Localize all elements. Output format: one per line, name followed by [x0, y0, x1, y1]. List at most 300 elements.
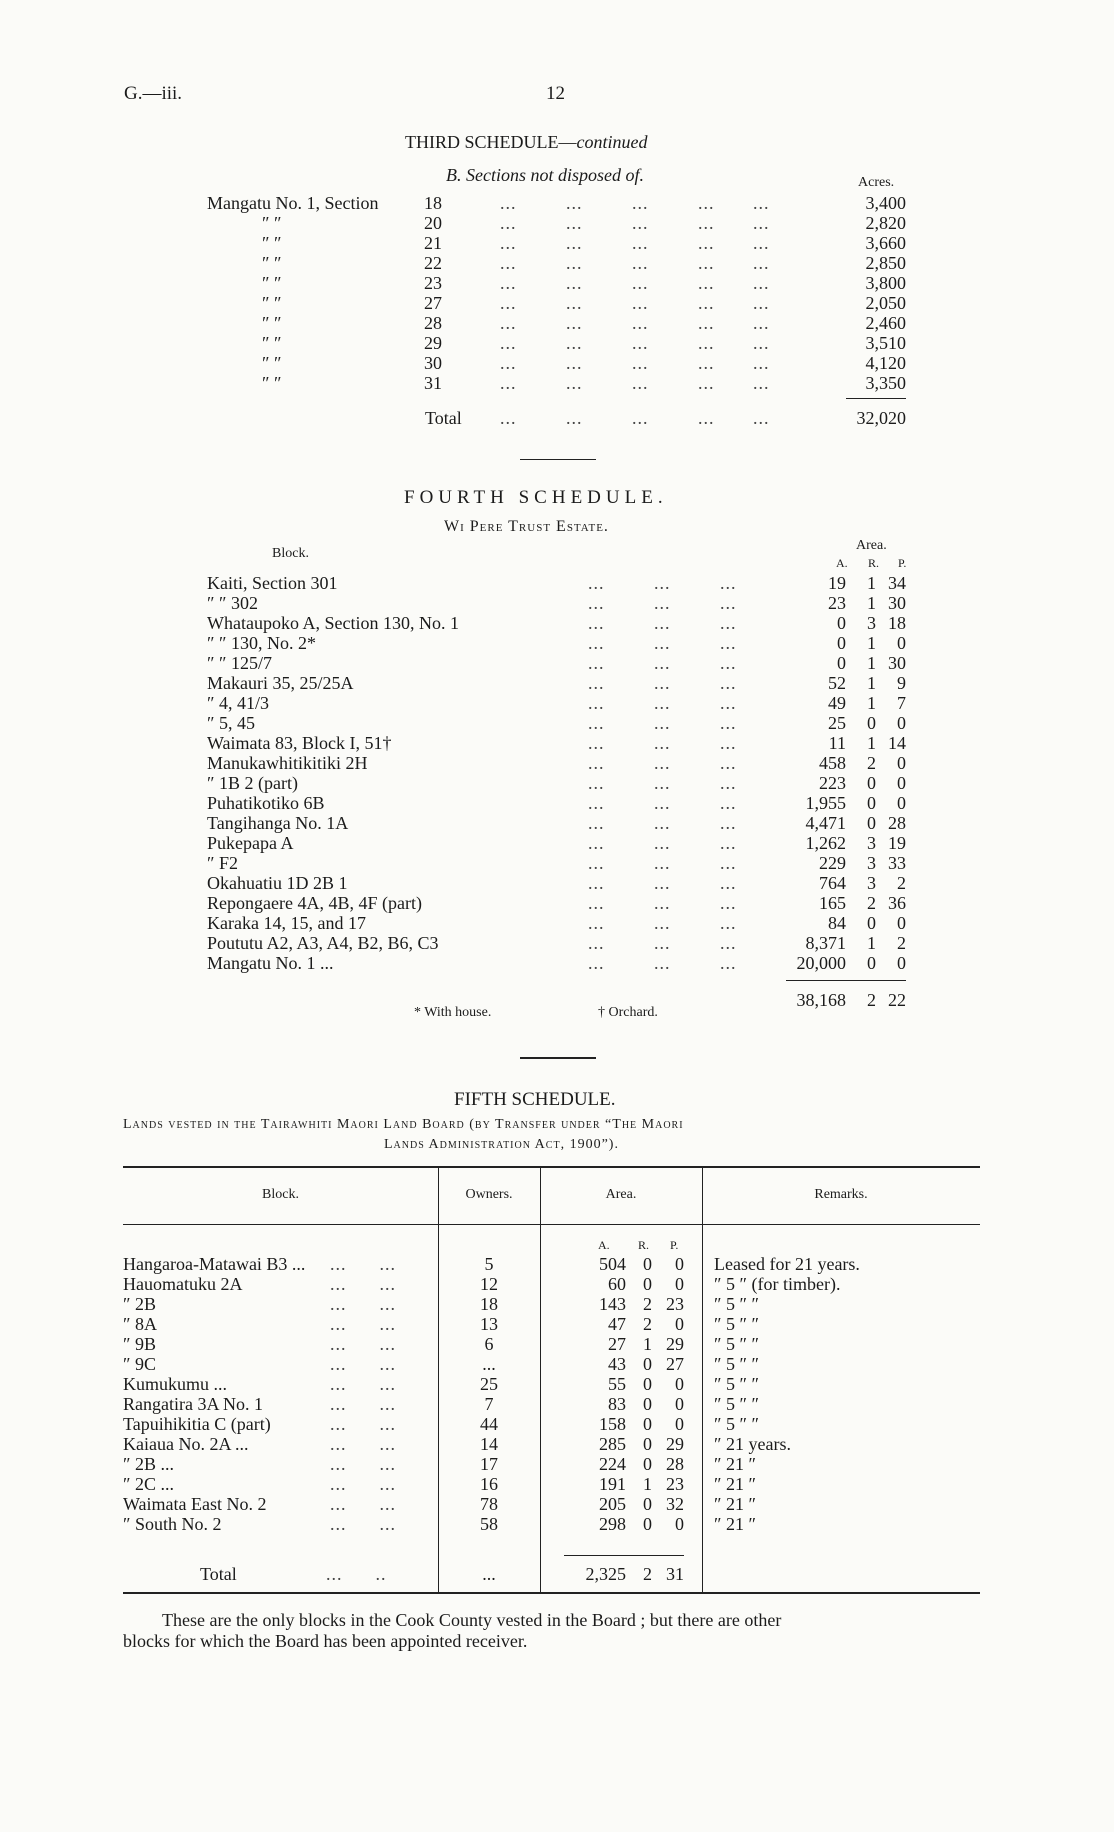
third-schedule-row — [0, 353, 1114, 373]
fifth-row-owners: 58 — [480, 1514, 498, 1534]
page-number: 12 — [546, 83, 565, 104]
fourth-row-leader: ... ... ... — [588, 573, 737, 593]
fifth-row-perches: 23 — [666, 1474, 684, 1494]
fifth-row-remarks: ″ 21 ″ — [714, 1474, 756, 1494]
third-row-section: 27 — [424, 293, 442, 313]
fourth-row-block: Whataupoko A, Section 130, No. 1 — [207, 613, 459, 633]
fifth-row-owners: 12 — [480, 1274, 498, 1294]
fifth-total-roods: 2 — [643, 1564, 652, 1584]
fourth-row-leader: ... ... ... — [588, 653, 737, 673]
fourth-row-leader: ... ... ... — [588, 593, 737, 613]
fifth-row-roods: 0 — [643, 1254, 652, 1274]
fourth-row-acres: 0 — [837, 653, 846, 673]
fourth-row-roods: 1 — [867, 733, 876, 753]
fourth-row-block: ″ ″ 302 — [207, 593, 258, 613]
fifth-row-leader: ... ... — [330, 1394, 396, 1414]
third-row-leader: ... ... ... ... ... — [500, 213, 770, 233]
third-row-leader: ... ... ... ... ... — [500, 193, 770, 213]
fifth-row-acres: 191 — [599, 1474, 626, 1494]
third-schedule-row — [0, 293, 1114, 313]
fifth-row-perches: 28 — [666, 1454, 684, 1474]
fourth-row-leader: ... ... ... — [588, 873, 737, 893]
fifth-row-roods: 0 — [643, 1394, 652, 1414]
fifth-block-header: Block. — [262, 1187, 299, 1202]
fourth-row-block: Makauri 35, 25/25A — [207, 673, 354, 693]
fifth-table-row — [0, 1314, 1114, 1334]
fifth-owners-header: Owners. — [465, 1187, 513, 1202]
third-row-name: ″ ″ — [262, 233, 282, 253]
third-row-section: 18 — [424, 193, 442, 213]
fifth-row-roods: 1 — [643, 1334, 652, 1354]
fourth-row-perches: 0 — [897, 633, 906, 653]
fourth-row-block: ″ 1B 2 (part) — [207, 773, 298, 793]
third-schedule-row — [0, 373, 1114, 393]
third-row-name: ″ ″ — [262, 353, 282, 373]
fourth-row-perches: 9 — [897, 673, 906, 693]
fourth-row-block: Kaiti, Section 301 — [207, 573, 338, 593]
fifth-row-remarks: ″ 5 ″ ″ — [714, 1354, 759, 1374]
fourth-row-roods: 1 — [867, 593, 876, 613]
fifth-row-owners: 44 — [480, 1414, 498, 1434]
fourth-row-perches: 28 — [888, 813, 906, 833]
fourth-row-block: ″ ″ 130, No. 2* — [207, 633, 316, 653]
closing-note-line1: These are the only blocks in the Cook County vested in the Board ; but there are other — [162, 1610, 782, 1630]
fifth-row-remarks: ″ 5 ″ ″ — [714, 1334, 759, 1354]
fifth-row-acres: 205 — [599, 1494, 626, 1514]
fourth-row-acres: 49 — [828, 693, 846, 713]
document-reference: G.—iii. — [124, 83, 183, 104]
fourth-row-roods: 3 — [867, 853, 876, 873]
fourth-row-perches: 14 — [888, 733, 906, 753]
fifth-row-owners: 18 — [480, 1294, 498, 1314]
fifth-row-leader: ... ... — [330, 1314, 396, 1334]
fifth-row-owners: 5 — [484, 1254, 494, 1274]
fifth-row-block: Hangaroa-Matawai B3 ... — [123, 1254, 306, 1274]
fifth-table-row — [0, 1394, 1114, 1414]
section-divider — [520, 1057, 596, 1059]
fifth-row-remarks: ″ 21 ″ — [714, 1514, 756, 1534]
fifth-row-block: Kumukumu ... — [123, 1374, 228, 1394]
third-row-name: ″ ″ — [262, 293, 282, 313]
fourth-row-leader: ... ... ... — [588, 733, 737, 753]
third-row-name: ″ ″ — [262, 253, 282, 273]
third-row-acres: 2,050 — [865, 293, 906, 313]
fifth-perches-col: P. — [670, 1238, 679, 1252]
third-row-acres: 2,850 — [865, 253, 906, 273]
third-row-section: 23 — [424, 273, 442, 293]
fourth-row-perches: 19 — [888, 833, 906, 853]
fifth-row-perches: 0 — [675, 1254, 684, 1274]
fourth-row-perches: 0 — [897, 713, 906, 733]
fifth-row-acres: 224 — [599, 1454, 626, 1474]
fourth-row-roods: 2 — [867, 893, 876, 913]
fifth-row-perches: 0 — [675, 1514, 684, 1534]
fifth-row-block: ″ 8A — [123, 1314, 157, 1334]
fifth-row-remarks: ″ 5 ″ (for timber). — [714, 1274, 841, 1294]
fourth-row-acres: 8,371 — [805, 933, 846, 953]
fifth-total-leader: ... .. — [326, 1564, 387, 1584]
fourth-row-perches: 30 — [888, 653, 906, 673]
third-row-section: 21 — [424, 233, 442, 253]
fifth-row-remarks: Leased for 21 years. — [714, 1254, 860, 1274]
fourth-schedule-row — [0, 813, 1114, 833]
fourth-row-roods: 1 — [867, 933, 876, 953]
fourth-row-roods: 0 — [867, 813, 876, 833]
fifth-schedule-title: FIFTH SCHEDULE. — [454, 1089, 616, 1110]
fourth-row-acres: 52 — [828, 673, 846, 693]
fifth-table-header-rule — [123, 1224, 980, 1225]
fourth-row-leader: ... ... ... — [588, 833, 737, 853]
fourth-row-roods: 0 — [867, 713, 876, 733]
fifth-table-row — [0, 1434, 1114, 1454]
fifth-row-acres: 27 — [608, 1334, 626, 1354]
fifth-row-remarks: ″ 21 ″ — [714, 1494, 756, 1514]
fourth-total-acres: 38,168 — [796, 990, 846, 1010]
fourth-row-acres: 1,262 — [805, 833, 846, 853]
fourth-row-perches: 2 — [897, 873, 906, 893]
fifth-table-row — [0, 1414, 1114, 1434]
fourth-row-acres: 0 — [837, 633, 846, 653]
fourth-row-leader: ... ... ... — [588, 893, 737, 913]
third-row-section: 28 — [424, 313, 442, 333]
third-row-acres: 3,660 — [865, 233, 906, 253]
fourth-row-perches: 0 — [897, 953, 906, 973]
fourth-row-leader: ... ... ... — [588, 813, 737, 833]
third-row-name: ″ ″ — [262, 333, 282, 353]
third-row-acres: 3,510 — [865, 333, 906, 353]
fifth-row-acres: 60 — [608, 1274, 626, 1294]
fifth-row-perches: 32 — [666, 1494, 684, 1514]
fifth-row-perches: 29 — [666, 1434, 684, 1454]
third-row-acres: 4,120 — [865, 353, 906, 373]
fourth-row-block: Pukepapa A — [207, 833, 294, 853]
fourth-schedule-row — [0, 633, 1114, 653]
fourth-row-roods: 3 — [867, 873, 876, 893]
third-row-name: Mangatu No. 1, Section — [207, 193, 379, 213]
fourth-row-leader: ... ... ... — [588, 773, 737, 793]
fourth-row-block: Karaka 14, 15, and 17 — [207, 913, 366, 933]
footnote-orchard: † Orchard. — [598, 1005, 658, 1020]
fourth-row-acres: 23 — [828, 593, 846, 613]
fourth-row-perches: 30 — [888, 593, 906, 613]
fourth-row-acres: 229 — [819, 853, 846, 873]
fifth-table-row — [0, 1374, 1114, 1394]
fourth-schedule-row — [0, 753, 1114, 773]
third-row-leader: ... ... ... ... ... — [500, 333, 770, 353]
third-schedule-continued: continued — [576, 132, 648, 152]
fourth-row-block: ″ 4, 41/3 — [207, 693, 269, 713]
fourth-schedule-row — [0, 593, 1114, 613]
fifth-total-label: Total — [200, 1564, 237, 1584]
fourth-row-perches: 0 — [897, 793, 906, 813]
fourth-schedule-row — [0, 693, 1114, 713]
fifth-row-block: Waimata East No. 2 — [123, 1494, 267, 1514]
fourth-schedule-row — [0, 833, 1114, 853]
third-total-value: 32,020 — [856, 408, 906, 428]
fifth-row-acres: 43 — [608, 1354, 626, 1374]
fifth-row-leader: ... ... — [330, 1474, 396, 1494]
fifth-row-perches: 0 — [675, 1414, 684, 1434]
fourth-schedule-row — [0, 873, 1114, 893]
third-row-leader: ... ... ... ... ... — [500, 373, 770, 393]
fourth-row-roods: 1 — [867, 673, 876, 693]
fifth-roods-col: R. — [638, 1238, 650, 1252]
fifth-row-leader: ... ... — [330, 1414, 396, 1434]
third-row-leader: ... ... ... ... ... — [500, 273, 770, 293]
fourth-row-acres: 20,000 — [796, 953, 846, 973]
third-schedule-row — [0, 233, 1114, 253]
third-row-leader: ... ... ... ... ... — [500, 293, 770, 313]
fifth-row-owners: 6 — [484, 1334, 494, 1354]
fourth-row-block: Mangatu No. 1 ... — [207, 953, 334, 973]
fifth-table-row — [0, 1294, 1114, 1314]
fifth-row-perches: 0 — [675, 1394, 684, 1414]
fifth-row-leader: ... ... — [330, 1254, 396, 1274]
fourth-row-acres: 223 — [819, 773, 846, 793]
fifth-row-owners: 78 — [480, 1494, 498, 1514]
third-row-name: ″ ″ — [262, 273, 282, 293]
fourth-row-roods: 2 — [867, 753, 876, 773]
fourth-row-leader: ... ... ... — [588, 753, 737, 773]
fifth-table-row — [0, 1334, 1114, 1354]
fourth-row-acres: 19 — [828, 573, 846, 593]
fourth-schedule-row — [0, 573, 1114, 593]
fifth-row-owners: 13 — [480, 1314, 498, 1334]
third-schedule-row — [0, 213, 1114, 233]
third-row-acres: 2,820 — [865, 213, 906, 233]
fifth-row-perches: 27 — [666, 1354, 684, 1374]
fourth-row-leader: ... ... ... — [588, 613, 737, 633]
fourth-schedule-row — [0, 793, 1114, 813]
fourth-schedule-row — [0, 913, 1114, 933]
fourth-schedule-row — [0, 613, 1114, 633]
fifth-row-perches: 29 — [666, 1334, 684, 1354]
fourth-row-acres: 764 — [819, 873, 846, 893]
third-schedule-row — [0, 273, 1114, 293]
fourth-row-roods: 0 — [867, 773, 876, 793]
third-row-name: ″ ″ — [262, 313, 282, 333]
third-total-leader: ... ... ... ... ... — [500, 408, 770, 428]
fifth-row-roods: 0 — [643, 1274, 652, 1294]
fourth-schedule-row — [0, 733, 1114, 753]
fourth-row-perches: 34 — [888, 573, 906, 593]
fourth-row-perches: 33 — [888, 853, 906, 873]
fourth-row-block: Okahuatiu 1D 2B 1 — [207, 873, 348, 893]
fourth-row-leader: ... ... ... — [588, 693, 737, 713]
third-row-section: 31 — [424, 373, 442, 393]
fourth-row-block: ″ 5, 45 — [207, 713, 255, 733]
third-schedule-row — [0, 253, 1114, 273]
fifth-row-block: ″ 9C — [123, 1354, 157, 1374]
fifth-schedule-subtitle-line2: Lands Administration Act, 1900”). — [384, 1137, 619, 1152]
fifth-row-acres: 47 — [608, 1314, 626, 1334]
fourth-row-acres: 25 — [828, 713, 846, 733]
fourth-row-leader: ... ... ... — [588, 853, 737, 873]
fourth-row-leader: ... ... ... — [588, 953, 737, 973]
fourth-row-block: Manukawhitikitiki 2H — [207, 753, 368, 773]
fifth-row-owners: 7 — [484, 1394, 494, 1414]
fifth-table-row — [0, 1454, 1114, 1474]
fourth-total-rule — [786, 980, 906, 981]
fifth-table-row — [0, 1254, 1114, 1274]
fourth-acres-col: A. — [836, 556, 848, 570]
fifth-row-roods: 0 — [643, 1434, 652, 1454]
third-row-leader: ... ... ... ... ... — [500, 313, 770, 333]
third-total-label: Total — [425, 408, 462, 428]
third-acres-header: Acres. — [858, 175, 895, 190]
fourth-row-leader: ... ... ... — [588, 713, 737, 733]
fourth-row-leader: ... ... ... — [588, 633, 737, 653]
fourth-schedule-row — [0, 853, 1114, 873]
fourth-row-leader: ... ... ... — [588, 933, 737, 953]
fifth-row-remarks: ″ 21 ″ — [714, 1454, 756, 1474]
fifth-row-acres: 285 — [599, 1434, 626, 1454]
fourth-row-leader: ... ... ... — [588, 793, 737, 813]
fifth-row-roods: 0 — [643, 1374, 652, 1394]
fifth-row-acres: 158 — [599, 1414, 626, 1434]
fifth-row-remarks: ″ 5 ″ ″ — [714, 1394, 759, 1414]
fifth-row-block: ″ 2B ... — [123, 1454, 175, 1474]
third-row-leader: ... ... ... ... ... — [500, 253, 770, 273]
third-schedule-row — [0, 333, 1114, 353]
fifth-row-perches: 0 — [675, 1314, 684, 1334]
third-row-name: ″ ″ — [262, 213, 282, 233]
fifth-row-leader: ... ... — [330, 1494, 396, 1514]
third-schedule-row — [0, 313, 1114, 333]
fourth-row-roods: 0 — [867, 793, 876, 813]
fifth-row-acres: 55 — [608, 1374, 626, 1394]
third-row-acres: 3,400 — [865, 193, 906, 213]
fourth-schedule-row — [0, 773, 1114, 793]
fourth-row-leader: ... ... ... — [588, 673, 737, 693]
third-total-rule — [846, 398, 906, 399]
fourth-total-roods: 2 — [867, 990, 876, 1010]
fourth-row-roods: 1 — [867, 653, 876, 673]
fourth-row-block: Poututu A2, A3, A4, B2, B6, C3 — [207, 933, 439, 953]
fifth-row-leader: ... ... — [330, 1334, 396, 1354]
fourth-row-acres: 165 — [819, 893, 846, 913]
fifth-row-acres: 143 — [599, 1294, 626, 1314]
fifth-row-remarks: ″ 5 ″ ″ — [714, 1374, 759, 1394]
fifth-row-block: ″ 2B — [123, 1294, 157, 1314]
fourth-schedule-row — [0, 953, 1114, 973]
fourth-area-header: Area. — [856, 538, 887, 553]
fifth-row-roods: 0 — [643, 1414, 652, 1434]
fifth-row-remarks: ″ 5 ″ ″ — [714, 1294, 759, 1314]
fifth-row-acres: 83 — [608, 1394, 626, 1414]
fifth-row-roods: 0 — [643, 1354, 652, 1374]
fourth-row-perches: 0 — [897, 773, 906, 793]
third-row-section: 30 — [424, 353, 442, 373]
fourth-row-roods: 1 — [867, 693, 876, 713]
fifth-row-perches: 23 — [666, 1294, 684, 1314]
fifth-row-block: ″ South No. 2 — [123, 1514, 222, 1534]
fourth-row-roods: 0 — [867, 953, 876, 973]
third-row-leader: ... ... ... ... ... — [500, 353, 770, 373]
fourth-row-acres: 4,471 — [805, 813, 846, 833]
fifth-table-row — [0, 1274, 1114, 1294]
fourth-schedule-title: FOURTH SCHEDULE. — [404, 487, 668, 508]
fourth-row-perches: 0 — [897, 913, 906, 933]
fourth-perches-col: P. — [898, 556, 907, 570]
fifth-row-leader: ... ... — [330, 1374, 396, 1394]
third-row-section: 29 — [424, 333, 442, 353]
fourth-row-block: Puhatikotiko 6B — [207, 793, 325, 813]
fourth-row-acres: 0 — [837, 613, 846, 633]
third-row-acres: 3,800 — [865, 273, 906, 293]
fifth-row-owners: 25 — [480, 1374, 498, 1394]
fifth-row-owners: 16 — [480, 1474, 498, 1494]
third-row-acres: 3,350 — [865, 373, 906, 393]
fourth-row-roods: 1 — [867, 573, 876, 593]
fourth-row-block: Waimata 83, Block I, 51† — [207, 733, 392, 753]
fourth-total-perches: 22 — [888, 990, 906, 1010]
fifth-row-leader: ... ... — [330, 1454, 396, 1474]
third-schedule-subtitle: B. Sections not disposed of. — [446, 165, 644, 185]
third-schedule-row — [0, 193, 1114, 213]
fifth-total-owners: ... — [482, 1564, 496, 1584]
fifth-row-leader: ... ... — [330, 1354, 396, 1374]
fifth-row-block: Kaiaua No. 2A ... — [123, 1434, 249, 1454]
fifth-total-acres: 2,325 — [585, 1564, 626, 1584]
fourth-row-roods: 0 — [867, 913, 876, 933]
fourth-row-perches: 36 — [888, 893, 906, 913]
fifth-row-leader: ... ... — [330, 1434, 396, 1454]
fifth-row-roods: 2 — [643, 1294, 652, 1314]
fifth-row-remarks: ″ 5 ″ ″ — [714, 1414, 759, 1434]
fifth-table-row — [0, 1354, 1114, 1374]
fourth-row-acres: 1,955 — [805, 793, 846, 813]
fifth-row-remarks: ″ 5 ″ ″ — [714, 1314, 759, 1334]
fifth-table-row — [0, 1494, 1114, 1514]
fifth-remarks-header: Remarks. — [814, 1187, 868, 1202]
fifth-row-owners: 14 — [480, 1434, 498, 1454]
fourth-row-perches: 18 — [888, 613, 906, 633]
fifth-row-leader: ... ... — [330, 1274, 396, 1294]
fourth-row-block: ″ ″ 125/7 — [207, 653, 272, 673]
fifth-table-row — [0, 1514, 1114, 1534]
section-divider — [520, 459, 596, 460]
fourth-row-block: ″ F2 — [207, 853, 239, 873]
fifth-acres-col: A. — [598, 1238, 610, 1252]
fifth-row-acres: 298 — [599, 1514, 626, 1534]
fourth-row-acres: 458 — [819, 753, 846, 773]
fifth-row-block: Tapuihikitia C (part) — [123, 1414, 271, 1434]
fifth-row-leader: ... ... — [330, 1294, 396, 1314]
fourth-row-roods: 3 — [867, 613, 876, 633]
fourth-schedule-subtitle: Wi Pere Trust Estate. — [444, 518, 609, 535]
fifth-table-bottom-rule — [123, 1592, 980, 1594]
fifth-row-roods: 1 — [643, 1474, 652, 1494]
fifth-row-roods: 0 — [643, 1494, 652, 1514]
fifth-row-block: ″ 2C ... — [123, 1474, 175, 1494]
closing-note-line2: blocks for which the Board has been appointed receiver. — [123, 1631, 528, 1651]
fifth-row-perches: 0 — [675, 1374, 684, 1394]
fifth-row-roods: 0 — [643, 1454, 652, 1474]
fourth-row-block: Tangihanga No. 1A — [207, 813, 349, 833]
fifth-row-roods: 0 — [643, 1514, 652, 1534]
fourth-schedule-row — [0, 673, 1114, 693]
fifth-row-perches: 0 — [675, 1274, 684, 1294]
fourth-schedule-row — [0, 653, 1114, 673]
fourth-row-acres: 11 — [828, 733, 846, 753]
fourth-schedule-row — [0, 893, 1114, 913]
third-row-leader: ... ... ... ... ... — [500, 233, 770, 253]
fifth-row-owners: 17 — [480, 1454, 498, 1474]
fifth-table-row — [0, 1474, 1114, 1494]
fourth-row-roods: 1 — [867, 633, 876, 653]
fourth-schedule-row — [0, 933, 1114, 953]
